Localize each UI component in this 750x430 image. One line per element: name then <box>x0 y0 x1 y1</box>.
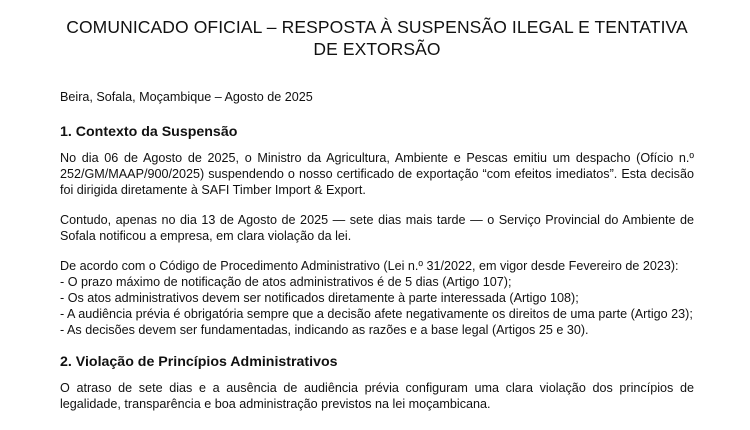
list-item: - O prazo máximo de notificação de atos administrativos é de 5 dias (Artigo 107); <box>60 275 512 289</box>
section-1-paragraph-3-intro: De acordo com o Código de Procedimento Administrativo (Lei n.º 31/2022, em vigor desde Fevereiro de 2023): <box>60 259 679 273</box>
list-item: - Os atos administrativos devem ser notificados diretamente à parte interessada (Artigo 108); <box>60 291 579 305</box>
location-date: Beira, Sofala, Moçambique – Agosto de 2025 <box>60 90 313 104</box>
list-item: - As decisões devem ser fundamentadas, indicando as razões e a base legal (Artigos 25 e 30). <box>60 323 589 337</box>
document-title-line-1: COMUNICADO OFICIAL – RESPOSTA À SUSPENSÃO ILEGAL E TENTATIVA <box>66 17 688 37</box>
list-item: - A audiência prévia é obrigatória sempre que a decisão afete negativamente os direitos de uma parte (Artigo 23); <box>60 307 693 321</box>
section-1-paragraph-1: No dia 06 de Agosto de 2025, o Ministro da Agricultura, Ambiente e Pescas emitiu um despacho (Ofício n.º 252/GM/MAAP/900/2025) suspendendo o nosso certificado de exportação “com efeitos imediatos”. Esta decisão foi dirigida diretamente à SAFI Timber Import & Export. <box>60 151 694 197</box>
document-page <box>60 16 694 412</box>
section-1-heading: 1. Contexto da Suspensão <box>60 124 238 140</box>
section-1-paragraph-2: Contudo, apenas no dia 13 de Agosto de 2025 — sete dias mais tarde — o Serviço Provincial do Ambiente de Sofala notificou a empresa, em clara violação da lei. <box>60 213 694 243</box>
section-2-heading: 2. Violação de Princípios Administrativos <box>60 354 338 370</box>
document-title-line-2: DE EXTORSÃO <box>313 39 441 59</box>
section-2-paragraph-1: O atraso de sete dias e a ausência de audiência prévia configuram uma clara violação dos princípios de legalidade, transparência e boa administração previstos na lei moçambicana. <box>60 381 694 411</box>
legal-requirements-list <box>60 274 694 338</box>
document-title <box>60 16 694 60</box>
